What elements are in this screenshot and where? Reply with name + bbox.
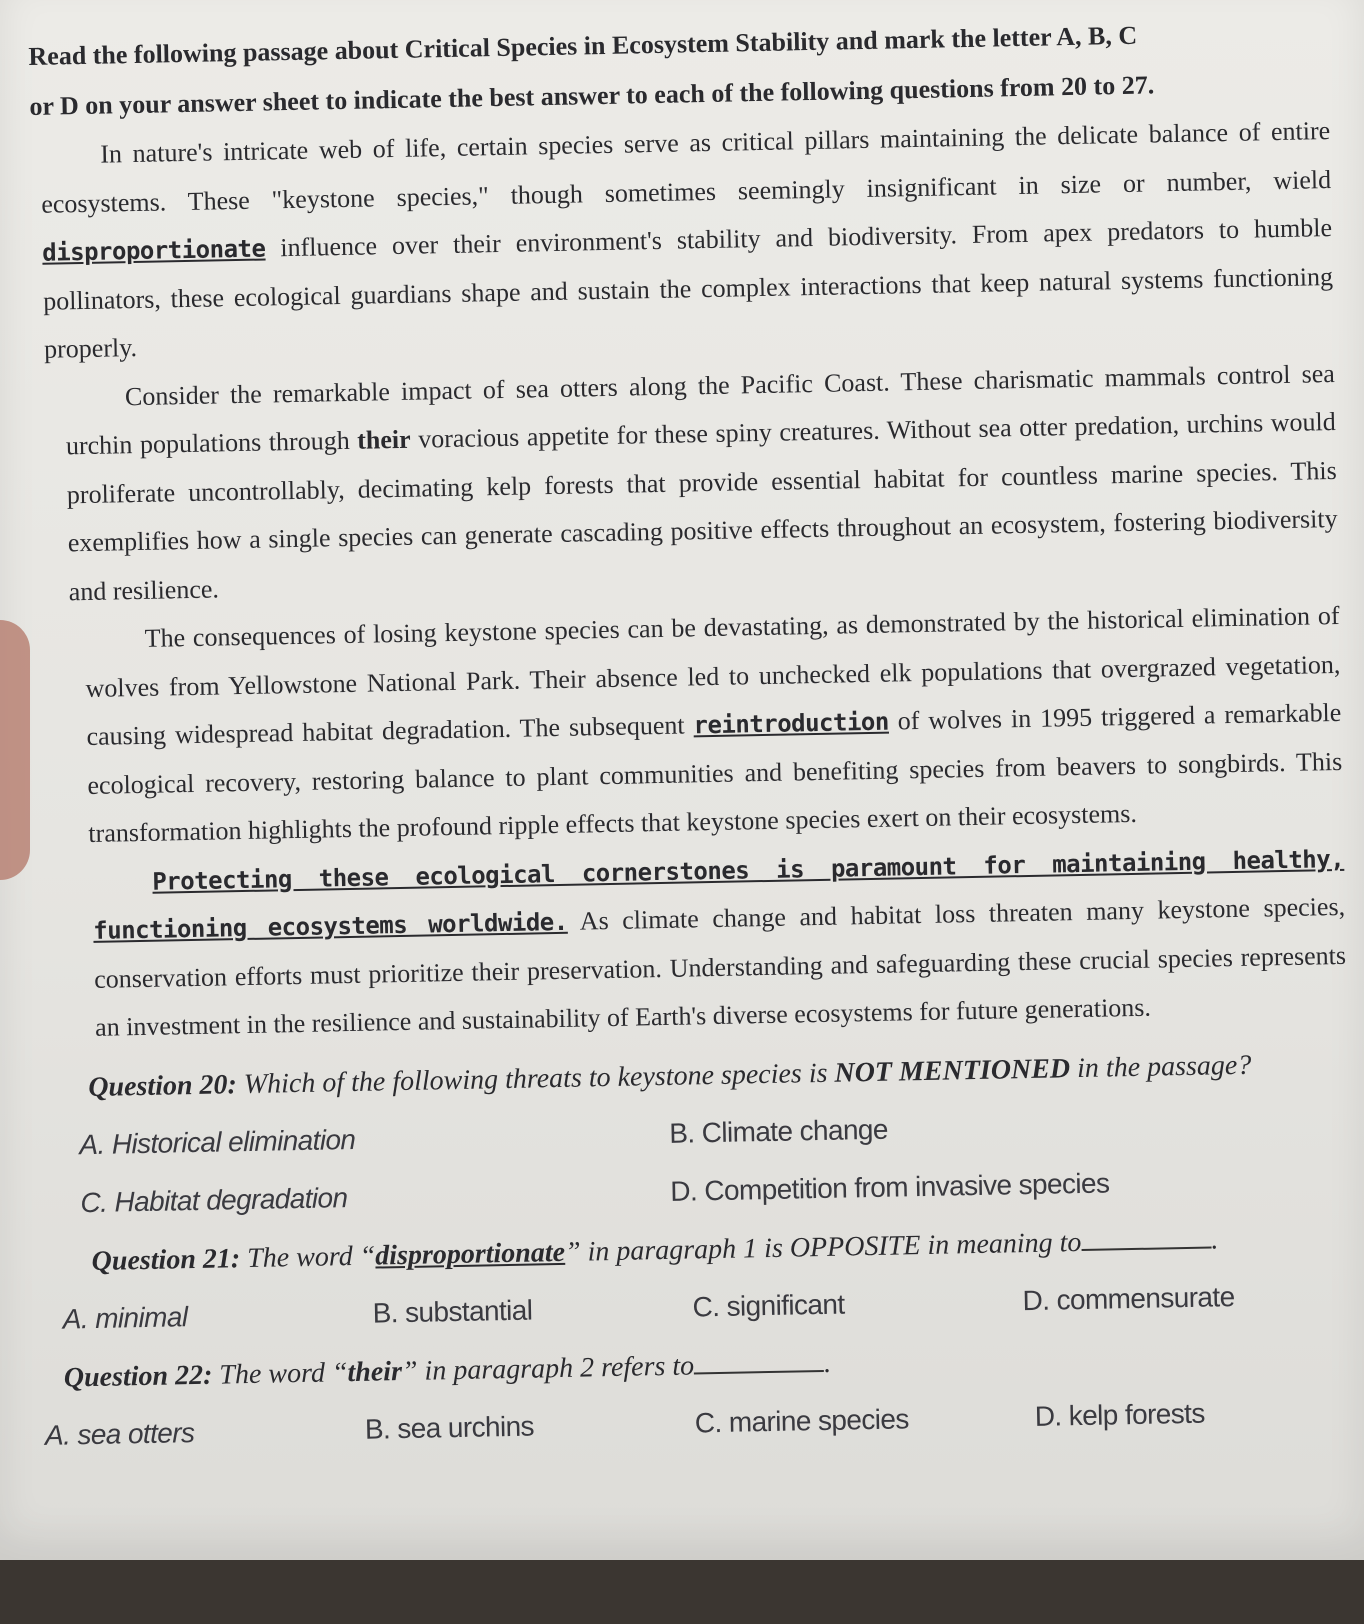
keyword-their: their — [356, 424, 411, 455]
paragraph-3-text-a: The consequences of losing keystone species can be devastating, as demonstrated by the historical elimination of wolves from Yellowstone National Park. Their absence led to unchecked elk populations that overgrazed vegetation, causing widespread habitat degradation. The subsequent — [85, 600, 1341, 752]
option-20-a[interactable]: A. Historical elimination — [79, 1123, 356, 1160]
option-21-b[interactable]: B. substantial — [372, 1294, 533, 1329]
question-21-end: . — [1211, 1223, 1219, 1256]
option-22-c[interactable]: C. marine species — [694, 1402, 909, 1438]
option-22-b[interactable]: B. sea urchins — [364, 1410, 535, 1445]
question-20-emphasis: NOT MENTIONED — [834, 1052, 1071, 1089]
thumb-at-edge — [0, 620, 30, 880]
option-22-d[interactable]: D. kelp forests — [1034, 1397, 1205, 1432]
paragraph-4 — [44, 834, 1347, 1053]
paragraph-2 — [35, 349, 1339, 616]
question-21-text-a: The word “ — [239, 1240, 376, 1274]
paragraph-3-text-b: of wolves in 1995 triggered a remarkable ecological recovery, restoring balance to plant communities and benefiting species from beavers to songbirds. This transformation highlights the profound ripple effects that keystone species exert on their ecosystems. — [87, 697, 1343, 848]
paragraph-2-text-a: Consider the remarkable impact of sea otters along the Pacific Coast. These charismatic mammals control sea urchin populations through — [65, 358, 1336, 461]
paragraph-1 — [30, 107, 1334, 374]
worksheet-content — [28, 7, 1355, 1465]
paragraph-4-text: As climate change and habitat loss threaten many keystone species, conservation efforts must prioritize their preservation. Understanding and safeguarding these crucial species represents an investment in the resilience and sustainability of Earth's diverse ecosystems for future generations. — [93, 891, 1347, 1042]
option-20-d[interactable]: D. Competition from invasive species — [670, 1166, 1110, 1207]
answer-blank-21 — [1081, 1224, 1211, 1250]
question-22-end: . — [823, 1347, 832, 1379]
instructions-line-1: Read the following passage about Critical Species in Ecosystem Stability and mark the letter A, B, C — [28, 20, 1138, 71]
paragraph-3 — [39, 592, 1343, 859]
keyword-disproportionate: disproportionate — [41, 234, 266, 267]
option-21-c[interactable]: C. significant — [692, 1288, 845, 1322]
question-21-emphasis: disproportionate — [374, 1236, 566, 1272]
question-20-label: Question 20: — [87, 1068, 238, 1103]
question-22-emphasis: their — [347, 1355, 403, 1388]
option-21-a[interactable]: A. minimal — [62, 1300, 188, 1335]
paragraph-1-text-b: influence over their environment's stability and biodiversity. From apex predators to humble pollinators, these ecological guardians shape and sustain the complex interactions that keep natural systems functioning properly. — [42, 213, 1334, 364]
option-20-c[interactable]: C. Habitat degradation — [80, 1181, 348, 1218]
paragraph-2-text-b: voracious appetite for these spiny creatures. Without sea otter predation, urchins would proliferate uncontrollably, decimating kelp forests that provide essential habitat for countless marine species. This exemplifies how a single species can generate cascading positive effects throughout an ecosystem, fostering biodiversity and resilience. — [66, 406, 1338, 606]
question-21-label: Question 21: — [91, 1242, 241, 1277]
answer-blank-22 — [694, 1347, 824, 1373]
instructions-line-2: or D on your answer sheet to indicate the best answer to each of the following questions from 20 to 27. — [29, 70, 1155, 121]
paragraph-1-text-a: In nature's intricate web of life, certain species serve as critical pillars maintaining the delicate balance of entire ecosystems. These "keystone species," though sometimes seemingly insignificant in size or number, wield — [41, 116, 1332, 219]
keyword-reintroduction: reintroduction — [693, 707, 890, 740]
question-20-text-b: in the passage? — [1069, 1049, 1252, 1084]
option-20-b[interactable]: B. Climate change — [668, 1113, 889, 1149]
question-21-text-b: ” in paragraph 1 is OPPOSITE in meaning to — [564, 1226, 1082, 1268]
keyword-protecting-sentence: Protecting these ecological cornerstones is paramount for maintaining healthy, functioning ecosystems worldwide. — [93, 844, 1345, 945]
option-22-a[interactable]: A. sea otters — [44, 1416, 195, 1451]
question-22-text-a: The word “ — [212, 1356, 348, 1391]
question-20-text-a: Which of the following threats to keystone species is — [236, 1057, 835, 1100]
option-21-d[interactable]: D. commensurate — [1022, 1280, 1235, 1316]
question-22-text-b: ” in paragraph 2 refers to — [401, 1349, 695, 1387]
question-22-label: Question 22: — [63, 1359, 213, 1394]
